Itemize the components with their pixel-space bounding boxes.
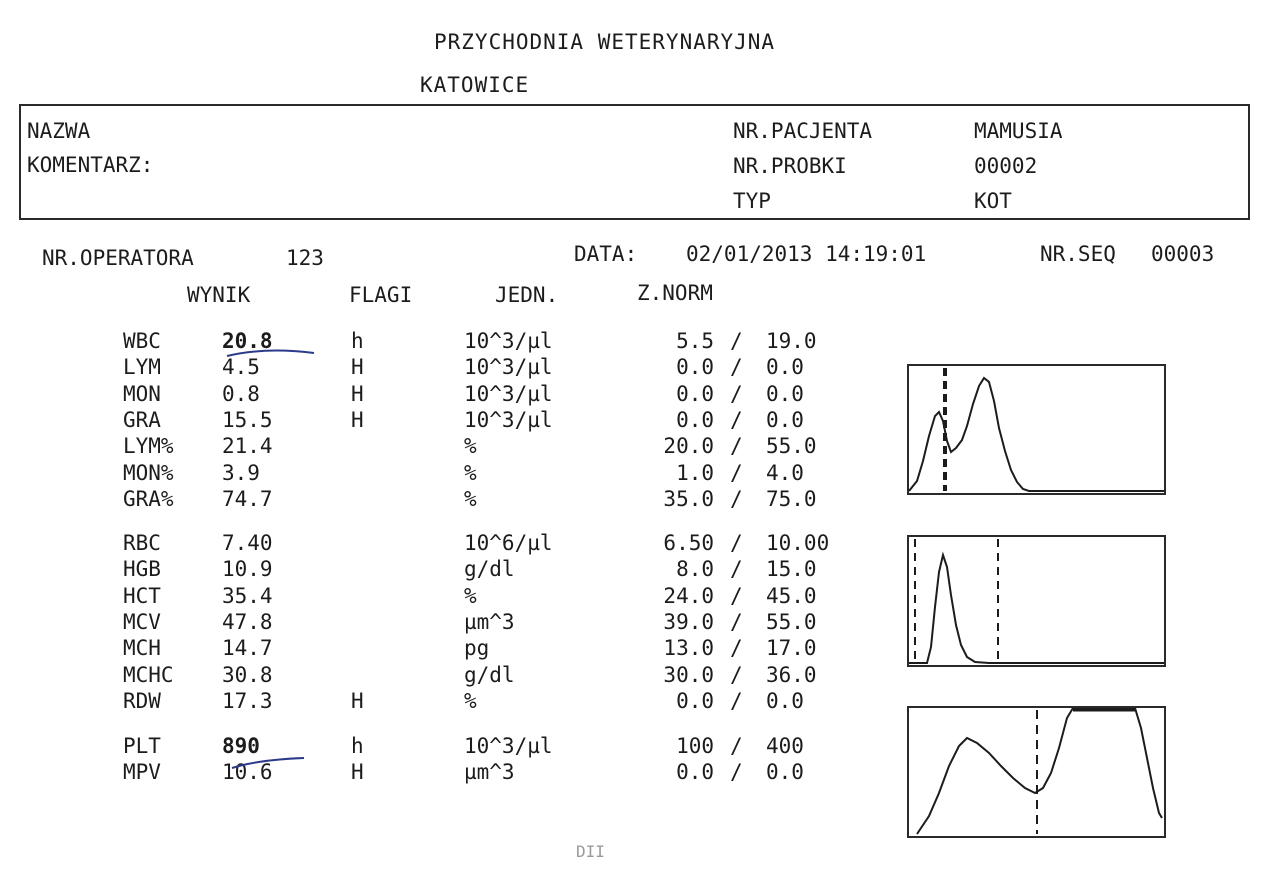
parameter-name: HCT xyxy=(123,583,161,608)
range-separator: / xyxy=(730,688,743,713)
result-unit: g/dl xyxy=(464,662,515,687)
range-min: 0.0 xyxy=(676,760,714,785)
result-unit: µm^3 xyxy=(464,609,515,634)
result-unit: 10^3/µl xyxy=(464,381,553,406)
range-min: 1.0 xyxy=(676,460,714,485)
plt-histogram xyxy=(907,706,1166,838)
result-unit: 10^3/µl xyxy=(464,407,553,432)
parameter-name: RDW xyxy=(123,688,161,713)
column-units: JEDN. xyxy=(495,283,559,307)
range-min: 39.0 xyxy=(663,609,714,634)
result-value: 15.5 xyxy=(222,407,273,432)
result-unit: g/dl xyxy=(464,557,515,582)
result-flag: H xyxy=(351,355,364,380)
range-min: 0.0 xyxy=(676,407,714,432)
range-separator: / xyxy=(730,381,743,406)
parameter-name: MPV xyxy=(123,760,161,785)
range-max: 15.0 xyxy=(766,557,817,582)
range-separator: / xyxy=(730,407,743,432)
range-max: 0.0 xyxy=(766,381,804,406)
result-value: 35.4 xyxy=(222,583,273,608)
range-max: 10.00 xyxy=(766,531,830,555)
date-label: DATA: xyxy=(574,242,638,266)
parameter-name: HGB xyxy=(123,557,161,582)
result-unit: % xyxy=(464,434,477,459)
type-value: KOT xyxy=(974,189,1012,213)
range-min: 24.0 xyxy=(663,583,714,608)
result-flag: h xyxy=(351,329,364,353)
range-min: 0.0 xyxy=(676,381,714,406)
range-separator: / xyxy=(730,486,743,511)
result-value: 4.5 xyxy=(222,355,260,380)
seq-value: 00003 xyxy=(1151,242,1215,266)
operator-label: NR.OPERATORA xyxy=(42,246,194,270)
name-label: NAZWA xyxy=(27,119,91,143)
parameter-name: PLT xyxy=(123,734,161,758)
result-value: 3.9 xyxy=(222,460,260,485)
result-unit: % xyxy=(464,486,477,511)
range-max: 4.0 xyxy=(766,460,804,485)
range-separator: / xyxy=(730,557,743,582)
result-flag: H xyxy=(351,407,364,432)
result-unit: % xyxy=(464,460,477,485)
range-max: 0.0 xyxy=(766,760,804,785)
parameter-name: MCV xyxy=(123,609,161,634)
sample-number-value: 00002 xyxy=(974,154,1038,178)
wbc-histogram xyxy=(907,364,1166,495)
range-separator: / xyxy=(730,734,743,758)
result-value: 21.4 xyxy=(222,434,273,459)
result-unit: % xyxy=(464,688,477,713)
parameter-name: LYM xyxy=(123,355,161,380)
range-max: 400 xyxy=(766,734,804,758)
result-value: 7.40 xyxy=(222,531,273,555)
range-separator: / xyxy=(730,636,743,661)
range-min: 20.0 xyxy=(663,434,714,459)
range-separator: / xyxy=(730,583,743,608)
range-separator: / xyxy=(730,460,743,485)
range-max: 0.0 xyxy=(766,355,804,380)
range-max: 36.0 xyxy=(766,662,817,687)
pen-underline-wbc xyxy=(222,344,322,364)
operator-value: 123 xyxy=(286,246,324,270)
clinic-city: KATOWICE xyxy=(420,73,530,97)
range-separator: / xyxy=(730,434,743,459)
result-flag: H xyxy=(351,688,364,713)
result-value: 0.8 xyxy=(222,381,260,406)
parameter-name: WBC xyxy=(123,329,161,353)
range-separator: / xyxy=(730,662,743,687)
range-min: 30.0 xyxy=(663,662,714,687)
range-max: 45.0 xyxy=(766,583,817,608)
column-result: WYNIK xyxy=(187,283,251,307)
range-min: 100 xyxy=(676,734,714,758)
range-max: 55.0 xyxy=(766,434,817,459)
result-row-wbc xyxy=(0,328,1272,354)
range-min: 0.0 xyxy=(676,688,714,713)
result-value: 30.8 xyxy=(222,662,273,687)
parameter-name: RBC xyxy=(123,531,161,555)
column-flags: FLAGI xyxy=(349,283,413,307)
result-value: 17.3 xyxy=(222,688,273,713)
result-value: 74.7 xyxy=(222,486,273,511)
range-separator: / xyxy=(730,531,743,555)
parameter-name: LYM% xyxy=(123,434,174,459)
comment-label: KOMENTARZ: xyxy=(27,153,154,177)
range-separator: / xyxy=(730,760,743,785)
result-unit: % xyxy=(464,583,477,608)
date-value: 02/01/2013 14:19:01 xyxy=(686,242,927,266)
result-unit: 10^6/µl xyxy=(464,531,553,555)
result-unit: 10^3/µl xyxy=(464,355,553,380)
parameter-name: MON% xyxy=(123,460,174,485)
footer-mark: DII xyxy=(576,842,605,861)
result-value: 14.7 xyxy=(222,636,273,661)
patient-info-box xyxy=(19,104,1250,220)
range-separator: / xyxy=(730,609,743,634)
parameter-name: MON xyxy=(123,381,161,406)
range-min: 13.0 xyxy=(663,636,714,661)
patient-number-label: NR.PACJENTA xyxy=(733,119,873,143)
result-unit: pg xyxy=(464,636,490,661)
result-unit: 10^3/µl xyxy=(464,329,553,353)
column-range: Z.NORM xyxy=(637,281,713,305)
range-max: 75.0 xyxy=(766,486,817,511)
sample-number-label: NR.PROBKI xyxy=(733,154,847,178)
parameter-name: MCH xyxy=(123,636,161,661)
rbc-histogram xyxy=(907,535,1166,667)
type-label: TYP xyxy=(733,189,771,213)
result-flag: H xyxy=(351,760,364,785)
result-value: 47.8 xyxy=(222,609,273,634)
result-unit: µm^3 xyxy=(464,760,515,785)
range-max: 55.0 xyxy=(766,609,817,634)
result-flag: h xyxy=(351,734,364,758)
result-unit: 10^3/µl xyxy=(464,734,553,758)
result-flag: H xyxy=(351,381,364,406)
range-max: 17.0 xyxy=(766,636,817,661)
patient-number-value: MAMUSIA xyxy=(974,119,1063,143)
range-min: 6.50 xyxy=(663,531,714,555)
parameter-name: MCHC xyxy=(123,662,174,687)
range-separator: / xyxy=(730,329,743,353)
result-value: 20.8 xyxy=(222,329,273,353)
range-min: 35.0 xyxy=(663,486,714,511)
range-separator: / xyxy=(730,355,743,380)
parameter-name: GRA% xyxy=(123,486,174,511)
range-min: 5.5 xyxy=(676,329,714,353)
parameter-name: GRA xyxy=(123,407,161,432)
range-max: 0.0 xyxy=(766,688,804,713)
result-value: 890 xyxy=(222,734,260,758)
seq-label: NR.SEQ xyxy=(1040,242,1116,266)
range-max: 19.0 xyxy=(766,329,817,353)
range-min: 0.0 xyxy=(676,355,714,380)
range-max: 0.0 xyxy=(766,407,804,432)
clinic-title: PRZYCHODNIA WETERYNARYJNA xyxy=(434,30,776,54)
pen-overline-mpv xyxy=(226,756,316,776)
result-value: 10.6 xyxy=(222,760,273,785)
range-min: 8.0 xyxy=(676,557,714,582)
result-value: 10.9 xyxy=(222,557,273,582)
